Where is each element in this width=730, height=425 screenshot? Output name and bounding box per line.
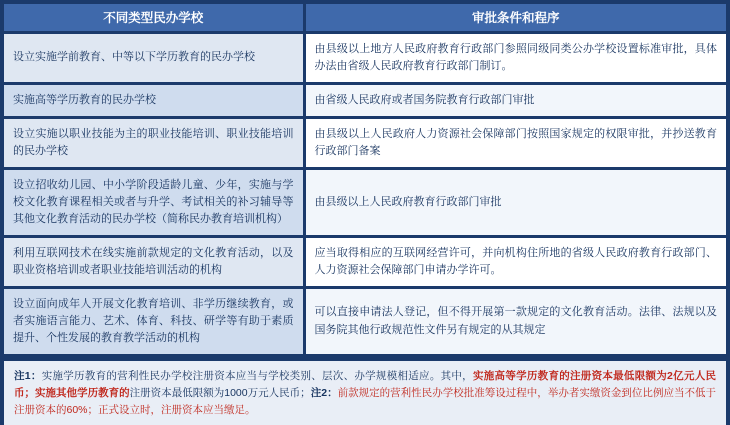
footnote-highlight-1: 实施高等学历教育的注册资本最低限额为2亿元人民币；实施其他学历教育的 xyxy=(14,370,717,399)
table-header-row xyxy=(4,4,726,32)
header-school-type: 不同类型民办学校 xyxy=(4,4,304,32)
footnote-highlight-2: 前款规定的营利性民办学校批准筹设过程中，举办者实缴资金到位比例应当不低于注册资本的60%；正式设立时，注册资本应当缴足。 xyxy=(14,386,717,416)
table-row xyxy=(4,117,726,168)
table-row xyxy=(4,168,726,236)
school-type-cell: 利用互联网技术在线实施前款规定的文化教育活动，以及职业资格培训或者职业技能培训活动的机构 xyxy=(4,236,304,287)
school-type-cell: 实施高等学历教育的民办学校 xyxy=(4,83,304,117)
school-type-cell: 设立实施以职业技能为主的职业技能培训、职业技能培训的民办学校 xyxy=(4,117,304,168)
approval-cell: 可以直接申请法人登记，但不得开展第一款规定的文化教育活动。法律、法规以及国务院其他行政规范性文件另有规定的从其规定 xyxy=(304,287,726,354)
footnote xyxy=(4,358,726,424)
approval-cell: 应当取得相应的互联网经营许可，并向机构住所地的省级人民政府教育行政部门、人力资源社会保障部门申请办学许可。 xyxy=(304,236,726,287)
school-type-cell: 设立实施学前教育、中等以下学历教育的民办学校 xyxy=(4,32,304,83)
footnote-label-1: 注1： xyxy=(14,370,42,383)
table-row xyxy=(4,83,726,117)
school-type-cell: 设立面向成年人开展文化教育培训、非学历继续教育，或者实施语言能力、艺术、体育、科技、研学等有助于素质提升、个性发展的教育教学活动的机构 xyxy=(4,287,304,354)
table-row xyxy=(4,236,726,287)
table-row xyxy=(4,32,726,83)
approval-cell: 由县级以上人民政府教育行政部门审批 xyxy=(304,168,726,236)
footnote-label-2: 注2： xyxy=(310,386,338,399)
table-row xyxy=(4,287,726,354)
header-approval-process: 审批条件和程序 xyxy=(304,4,726,32)
approval-cell: 由县级以上地方人民政府教育行政部门参照同级同类公办学校设置标准审批，具体办法由省级人民政府教育行政部门制订。 xyxy=(304,32,726,83)
approval-conditions-table xyxy=(4,4,726,354)
footnote-text-1: 实施学历教育的营利性民办学校注册资本应当与学校类别、层次、办学规模相适应。其中， xyxy=(41,370,473,383)
approval-cell: 由省级人民政府或者国务院教育行政部门审批 xyxy=(304,83,726,117)
school-type-cell: 设立招收幼儿园、中小学阶段适龄儿童、少年，实施与学校文化教育课程相关或者与升学、考试相关的补习辅导等其他文化教育活动的民办学校（简称民办教育培训机构） xyxy=(4,168,304,236)
approval-cell: 由县级以上人民政府人力资源社会保障部门按照国家规定的权限审批，并抄送教育行政部门备案 xyxy=(304,117,726,168)
footnote-text-2: 注册资本最低限额为1000万元人民币； xyxy=(129,386,311,399)
